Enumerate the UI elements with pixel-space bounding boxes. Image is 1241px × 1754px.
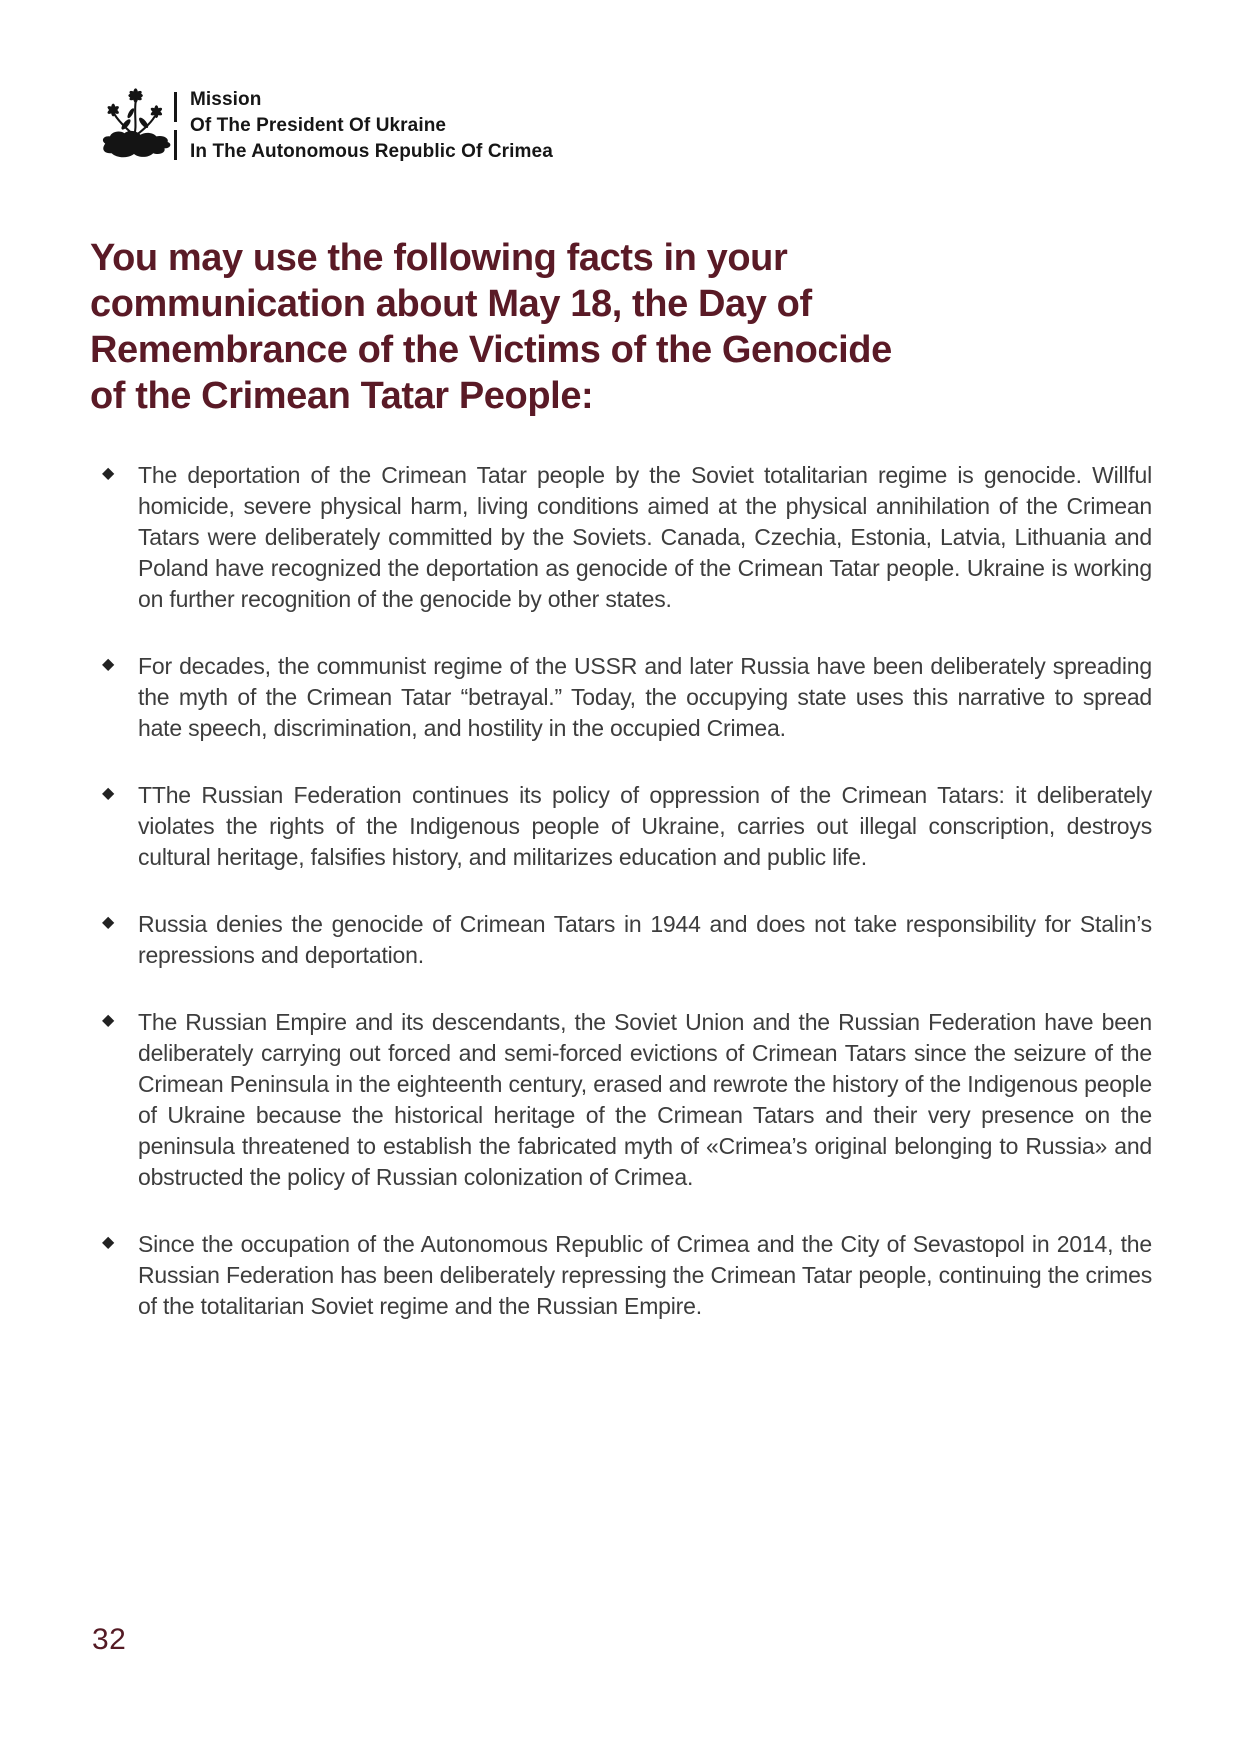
diamond-bullet-icon: ◆ bbox=[102, 912, 115, 931]
fact-text: For decades, the communist regime of the USSR and later Russia have been deliberately spreading the myth of the Crimean Tatar “betrayal.” Today, the occupying state uses this narrative to spread hate speech, discrimination, and hostility in the occupied Crimea. bbox=[138, 653, 1152, 741]
fact-item bbox=[90, 460, 1152, 615]
fact-text: TThe Russian Federation continues its policy of oppression of the Crimean Tatars: it deliberately violates the rights of the Indigenous people of Ukraine, carries out illegal conscription, destroys cultural heritage, falsifies history, and militarizes education and public life. bbox=[138, 782, 1152, 870]
organization-name bbox=[190, 87, 553, 165]
fact-item bbox=[90, 1007, 1152, 1193]
diamond-bullet-icon: ◆ bbox=[102, 1232, 115, 1251]
fact-text: The deportation of the Crimean Tatar people by the Soviet totalitarian regime is genocide. Willful homicide, severe physical harm, living conditions aimed at the physical annihilation of the Crimean Tatars were deliberately committed by the Soviets. Canada, Czechia, Estonia, Latvia, Lithuania and Poland have recognized the deportation as genocide of the Crimean Tatar people. Ukraine is working on further recognition of the genocide by other states. bbox=[138, 462, 1152, 612]
headline-line-1: You may use the following facts in your bbox=[90, 237, 788, 280]
diamond-bullet-icon: ◆ bbox=[102, 654, 115, 673]
facts-list bbox=[90, 460, 1152, 1322]
fact-text: The Russian Empire and its descendants, the Soviet Union and the Russian Federation have been deliberately carrying out forced and semi-forced evictions of Crimean Tatars since the seizure of the Crimean Peninsula in the eighteenth century, erased and rewrote the history of the Indigenous people of Ukraine because the historical heritage of the Crimean Tatars and their very presence on the peninsula threatened to establish the fabricated myth of «Crimea’s original belonging to Russia» and obstructed the policy of Russian colonization of Crimea. bbox=[138, 1009, 1152, 1190]
headline-line-4: of the Crimean Tatar People: bbox=[90, 375, 594, 418]
page-number: 32 bbox=[92, 1623, 127, 1656]
fact-item bbox=[90, 909, 1152, 971]
logo-divider bbox=[174, 92, 177, 160]
org-line-3: In The Autonomous Republic Of Crimea bbox=[190, 141, 553, 162]
diamond-bullet-icon: ◆ bbox=[102, 1010, 115, 1029]
org-line-1: Mission bbox=[190, 89, 262, 110]
fact-text: Russia denies the genocide of Crimean Tatars in 1944 and does not take responsibility for Stalin’s repressions and deportation. bbox=[138, 911, 1152, 968]
headline-line-3: Remembrance of the Victims of the Genocide bbox=[90, 329, 892, 372]
fact-item bbox=[90, 1229, 1152, 1322]
page-title bbox=[90, 235, 1155, 419]
fact-item bbox=[90, 780, 1152, 873]
headline-line-2: communication about May 18, the Day of bbox=[90, 283, 812, 326]
crimea-flowers-emblem-icon bbox=[94, 84, 174, 168]
page-header bbox=[94, 84, 553, 168]
diamond-bullet-icon: ◆ bbox=[102, 463, 115, 482]
diamond-bullet-icon: ◆ bbox=[102, 783, 115, 802]
org-line-2: Of The President Of Ukraine bbox=[190, 115, 447, 136]
fact-text: Since the occupation of the Autonomous Republic of Crimea and the City of Sevastopol in 2014, the Russian Federation has been deliberately repressing the Crimean Tatar people, continuing the crimes of the totalitarian Soviet regime and the Russian Empire. bbox=[138, 1231, 1152, 1319]
fact-item bbox=[90, 651, 1152, 744]
